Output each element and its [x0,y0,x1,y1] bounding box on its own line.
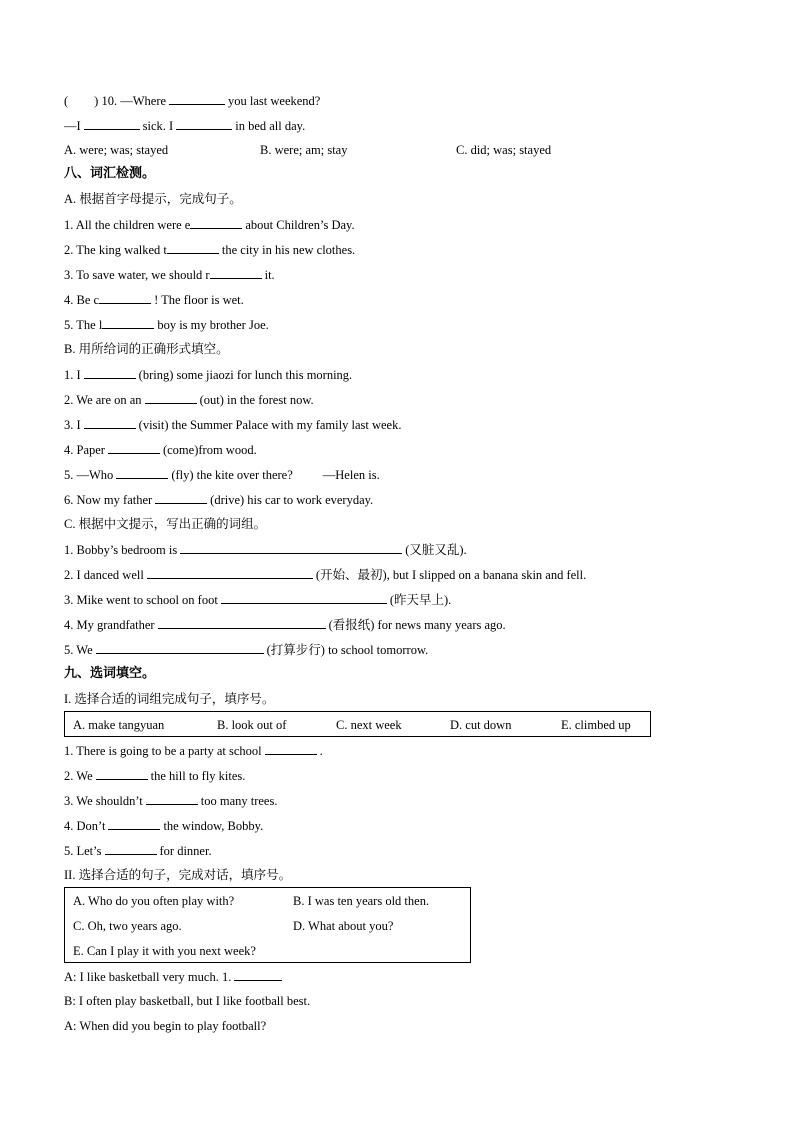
item-text: 5. We [64,643,93,657]
question-10 [64,92,320,109]
answer-blank[interactable] [108,817,160,830]
answer-paren-open: ( [64,94,69,108]
sentence-option-b: B. I was ten years old then. [293,894,430,908]
word-bank-option-b: B. look out of [217,718,287,732]
sentence-option-c: C. Oh, two years ago. [73,919,182,933]
dialog-line-2: B: I often play basketball, but I like football best. [64,994,311,1008]
dialog-text: sick. I [142,119,174,133]
question-10-line-2 [64,117,305,134]
part-b-item-6 [64,491,373,508]
part-b-instruction: B. 用所给词的正确形式填空。 [64,342,229,356]
item-text: 5. Let’s [64,844,102,858]
part-b-item-5 [64,466,380,483]
item-text: 4. My grandfather [64,618,155,632]
item-text: (打算步行) to school tomorrow. [266,643,429,657]
part-i-item-3 [64,792,277,809]
answer-blank[interactable] [102,316,154,329]
item-text: 4. Be c [64,293,100,307]
answer-blank[interactable] [146,792,198,805]
part-i-item-2 [64,767,245,784]
item-text: 5. —Who [64,468,114,482]
item-text: (开始、最初), but I slipped on a banana skin and fell. [315,568,587,582]
part-b-item-4 [64,441,257,458]
item-text: (又脏又乱). [405,543,467,557]
answer-blank[interactable] [221,591,387,604]
part-c-instruction: C. 根据中文提示，写出正确的词组。 [64,517,267,531]
item-text: 1. I [64,368,81,382]
part-a-instruction: A. 根据首字母提示，完成句子。 [64,192,242,206]
item-text: 5. The l [64,318,103,332]
item-text: 4. Paper [64,443,105,457]
answer-blank[interactable] [99,291,151,304]
answer-blank[interactable] [176,117,232,130]
item-text: 1. All the children were e [64,218,191,232]
section-9-title: 九、选词填空。 [64,666,156,681]
answer-blank[interactable] [84,117,140,130]
dialog-text: —I [64,119,81,133]
item-text: 6. Now my father [64,493,153,507]
item-text: for dinner. [159,844,212,858]
item-text: (out) in the forest now. [199,393,314,407]
question-stem-b: you last weekend? [228,94,321,108]
item-text: ! The floor is wet. [154,293,244,307]
item-text: (come)from wood. [162,443,257,457]
part-c-item-1 [64,541,467,558]
answer-blank[interactable] [145,391,197,404]
item-text: . [319,744,323,758]
item-text: the hill to fly kites. [150,769,246,783]
dialog-text: A: I like basketball very much. 1. [64,970,232,984]
item-text: (昨天早上). [389,593,452,607]
item-text: 4. Don’t [64,819,106,833]
section-8-title: 八、词汇检测。 [64,166,156,181]
item-text: 3. I [64,418,81,432]
part-ii-instruction: II. 选择合适的句子，完成对话，填序号。 [64,868,292,882]
item-text: 2. We are on an [64,393,142,407]
part-a-item-2 [64,241,355,258]
part-c-item-4 [64,616,506,633]
option-c: C. did; was; stayed [456,143,552,157]
item-text: (看报纸) for news many years ago. [328,618,506,632]
answer-blank[interactable] [180,541,402,554]
word-bank-option-a: A. make tangyuan [73,718,165,732]
part-a-item-4 [64,291,244,308]
part-a-item-1 [64,216,355,233]
part-i-item-4 [64,817,263,834]
sentence-option-a: A. Who do you often play with? [73,894,235,908]
answer-blank[interactable] [169,92,225,105]
answer-blank[interactable] [108,441,160,454]
item-text: 3. Mike went to school on foot [64,593,218,607]
item-text: —Helen is. [322,468,380,482]
part-i-instruction: I. 选择合适的词组完成句子，填序号。 [64,692,275,706]
word-bank-option-c: C. next week [336,718,402,732]
answer-paren-close: ) [94,94,99,108]
item-text: too many trees. [200,794,278,808]
part-i-item-5 [64,842,212,859]
dialog-line-1 [64,968,285,985]
answer-blank[interactable] [210,266,262,279]
part-c-item-5 [64,641,428,658]
part-a-item-3 [64,266,275,283]
sentence-option-d: D. What about you? [293,919,394,933]
answer-blank[interactable] [116,466,168,479]
item-text: (drive) his car to work everyday. [210,493,374,507]
item-text: (bring) some jiaozi for lunch this morning. [138,368,353,382]
answer-blank[interactable] [96,767,148,780]
answer-blank[interactable] [167,241,219,254]
answer-blank[interactable] [84,416,136,429]
item-text: 3. To save water, we should r [64,268,210,282]
sentence-bank-box [64,887,471,963]
answer-blank[interactable] [96,641,264,654]
part-c-item-3 [64,591,451,608]
word-bank-box [64,711,651,737]
item-text: (fly) the kite over there? [171,468,293,482]
dialog-line-3: A: When did you begin to play football? [64,1019,267,1033]
question-number: 10. [101,94,118,108]
item-text: (visit) the Summer Palace with my family last week. [138,418,402,432]
item-text: 3. We shouldn’t [64,794,143,808]
answer-blank[interactable] [155,491,207,504]
part-b-item-2 [64,391,314,408]
part-a-item-5 [64,316,269,333]
part-i-item-1 [64,742,323,759]
part-b-item-1 [64,366,352,383]
dialog-text: in bed all day. [235,119,306,133]
part-c-item-2 [64,566,586,583]
answer-blank[interactable] [190,216,242,229]
item-text: boy is my brother Joe. [157,318,269,332]
item-text: 2. We [64,769,93,783]
answer-blank[interactable] [84,366,136,379]
item-text: the city in his new clothes. [221,243,356,257]
option-b: B. were; am; stay [260,143,348,157]
item-text: the window, Bobby. [163,819,264,833]
sentence-option-e: E. Can I play it with you next week? [73,944,256,958]
item-text: 1. There is going to be a party at school [64,744,262,758]
item-text: 1. Bobby’s bedroom is [64,543,178,557]
answer-blank[interactable] [147,566,313,579]
answer-blank[interactable] [265,742,317,755]
item-text: 2. The king walked t [64,243,167,257]
answer-blank[interactable] [234,968,282,981]
part-b-item-3 [64,416,401,433]
item-text: 2. I danced well [64,568,144,582]
item-text: about Children’s Day. [245,218,355,232]
item-text: it. [264,268,275,282]
word-bank-option-e: E. climbed up [561,718,631,732]
answer-blank[interactable] [105,842,157,855]
option-a: A. were; was; stayed [64,143,169,157]
answer-blank[interactable] [158,616,326,629]
question-stem-a: —Where [120,94,167,108]
word-bank-option-d: D. cut down [450,718,512,732]
